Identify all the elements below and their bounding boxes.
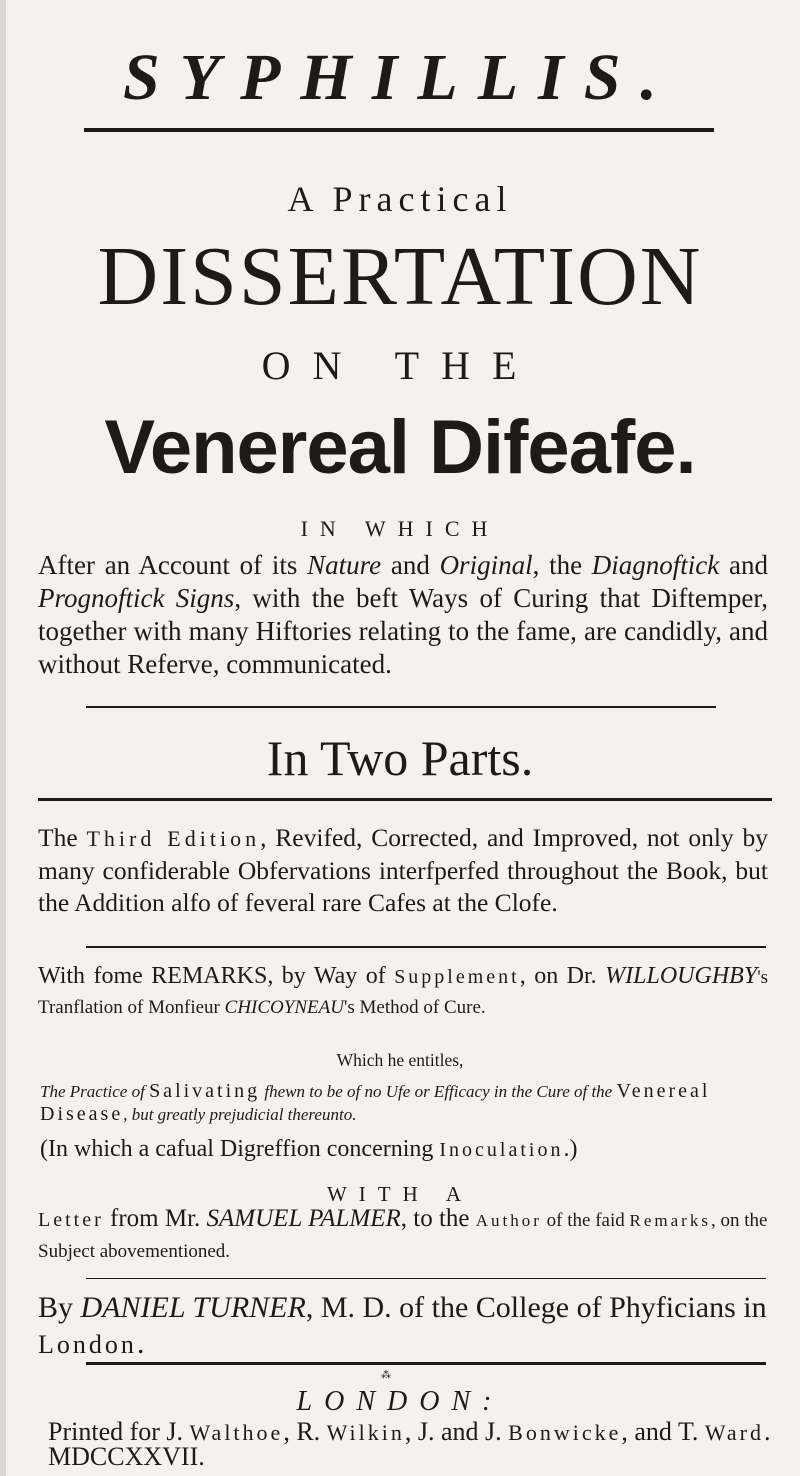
edition-paragraph: The Third Edition, Revifed, Corrected, and Improved, not only by many confiderable Obfervations interfperfed throughout the Book, but the Addition alfo of feveral rare Cafes at the Clofe.	[38, 823, 768, 917]
inoculation-line: (In which a cafual Digreffion concerning Inoculation.)	[40, 1136, 578, 1162]
author-line: By DANIEL TURNER, M. D. of the College of Phyficians in London.	[38, 1291, 767, 1360]
divider-rule	[86, 1362, 766, 1365]
divider-rule	[86, 946, 766, 948]
parts-heading: In Two Parts.	[266, 730, 534, 786]
practice-paragraph: The Practice of Salivating fhewn to be of no Ufe or Efficacy in the Cure of the Venereal Disease, but greatly prejudicial thereunto.	[40, 1080, 711, 1125]
title-line-on-the: ON THE	[261, 343, 539, 388]
title-line-practical: A Practical	[287, 179, 513, 219]
divider-rule	[86, 706, 716, 708]
printer-mark-icon: ⁂	[381, 1370, 391, 1381]
title-line-venereal: Venereal Difeafe.	[104, 405, 696, 490]
title-line-dissertation: DISSERTATION	[97, 230, 703, 323]
description-paragraph: After an Account of its Nature and Original, the Diagnoftick and Prognoftick Signs, with the beft Ways of Curing that Diftemper, together with many Hiftories relating to the fame, are candidly, and without Referve, communicated.	[38, 550, 769, 679]
divider-rule	[38, 798, 772, 801]
remarks-paragraph: With fome REMARKS, by Way of Supplement, on Dr. WILLOUGHBY's Tranflation of Monfieur CHICOYNEAU's Method of Cure.	[38, 963, 769, 1018]
running-title: SYPHILLIS.	[123, 41, 677, 114]
title-line-in-which: IN WHICH	[300, 516, 500, 541]
which-line: Which he entitles,	[336, 1050, 464, 1070]
divider-rule	[86, 1278, 766, 1279]
imprint-city: LONDON:	[296, 1386, 504, 1417]
with-a-line: WITH A	[326, 1182, 474, 1206]
header-rule	[84, 128, 714, 132]
letter-paragraph: Letter from Mr. SAMUEL PALMER, to the Author of the faid Remarks, on the Subject abovementioned.	[38, 1205, 768, 1262]
imprint-paragraph: Printed for J. Walthoe, R. Wilkin, J. and J. Bonwicke, and T. Ward. MDCCXXVII.	[48, 1417, 771, 1471]
